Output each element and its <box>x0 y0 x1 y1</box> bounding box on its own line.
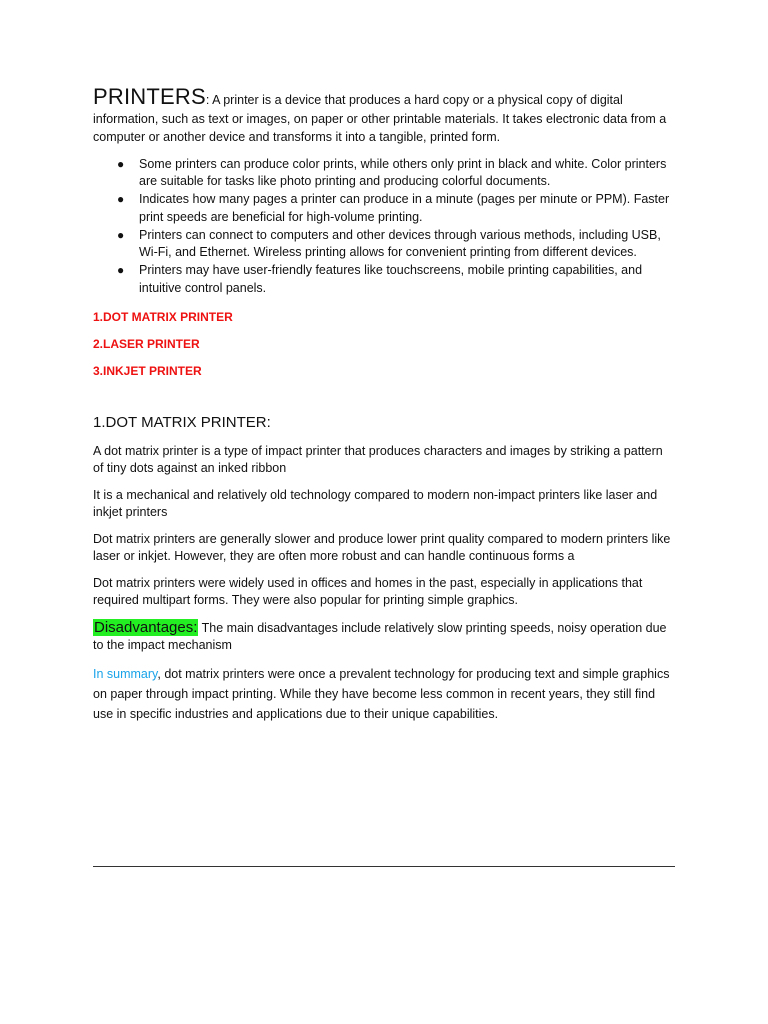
section-heading: 1.DOT MATRIX PRINTER: <box>93 413 271 431</box>
bullet-item <box>117 262 675 298</box>
intro-paragraph <box>93 84 675 147</box>
bullet-text: Printers may have user-friendly features like touchscreens, mobile printing capabilities, and intuitive control panels. <box>139 263 643 296</box>
bullet-icon: ● <box>117 192 125 207</box>
bullet-text: Printers can connect to computers and other devices through various methods, including USB, Wi-Fi, and Ethernet. Wireless printing allows for convenient printing from different devices. <box>139 227 661 260</box>
bullet-icon: ● <box>117 156 125 171</box>
bullet-item <box>117 156 675 192</box>
section-paragraph: A dot matrix printer is a type of impact printer that produces characters and images by striking a pattern of tiny dots against an inked ribbon <box>93 443 663 476</box>
summary-paragraph <box>93 664 675 724</box>
feature-bullet-list <box>93 156 675 298</box>
bullet-icon: ● <box>117 227 125 242</box>
horizontal-divider <box>93 866 675 867</box>
printer-type-laser: 2.LASER PRINTER <box>93 336 200 351</box>
disadvantages-paragraph <box>93 619 675 655</box>
page-title: PRINTERS <box>93 84 206 109</box>
bullet-text: Some printers can produce color prints, while others only print in black and white. Color printers are suitable for tasks like photo printing and producing colorful documents. <box>139 156 667 189</box>
bullet-item <box>117 227 675 263</box>
section-paragraph: Dot matrix printers were widely used in offices and homes in the past, especially in applications that required multipart forms. They were also popular for printing simple graphics. <box>93 575 643 608</box>
section-paragraph: It is a mechanical and relatively old technology compared to modern non-impact printers like laser and inkjet printers <box>93 487 658 520</box>
bullet-item <box>117 191 675 227</box>
document-page <box>93 84 675 733</box>
summary-text: , dot matrix printers were once a prevalent technology for producing text and simple graphics on paper through impact printing. While they have become less common in recent years, they still find use in specific industries and applications due to their unique capabilities. <box>93 666 670 721</box>
disadvantages-label: Disadvantages: <box>94 618 198 636</box>
bullet-icon: ● <box>117 263 125 278</box>
printer-type-list <box>93 309 675 380</box>
printer-type-dot-matrix: 1.DOT MATRIX PRINTER <box>93 309 233 324</box>
intro-text: : A printer is a device that produces a hard copy or a physical copy of digital information, such as text or images, on paper or other printable materials. It takes electronic data from a computer or another device and transforms it into a tangible, printed form. <box>93 93 667 144</box>
disadvantages-text: The main disadvantages include relatively slow printing speeds, noisy operation due to the impact mechanism <box>93 620 667 653</box>
summary-label: In summary <box>93 666 158 681</box>
section-paragraph: Dot matrix printers are generally slower and produce lower print quality compared to modern printers like laser or inkjet. However, they are often more robust and can handle continuous forms a <box>93 531 671 564</box>
bullet-text: Indicates how many pages a printer can produce in a minute (pages per minute or PPM). Faster print speeds are beneficial for high-volume printing. <box>139 192 670 224</box>
printer-type-inkjet: 3.INKJET PRINTER <box>93 363 202 378</box>
